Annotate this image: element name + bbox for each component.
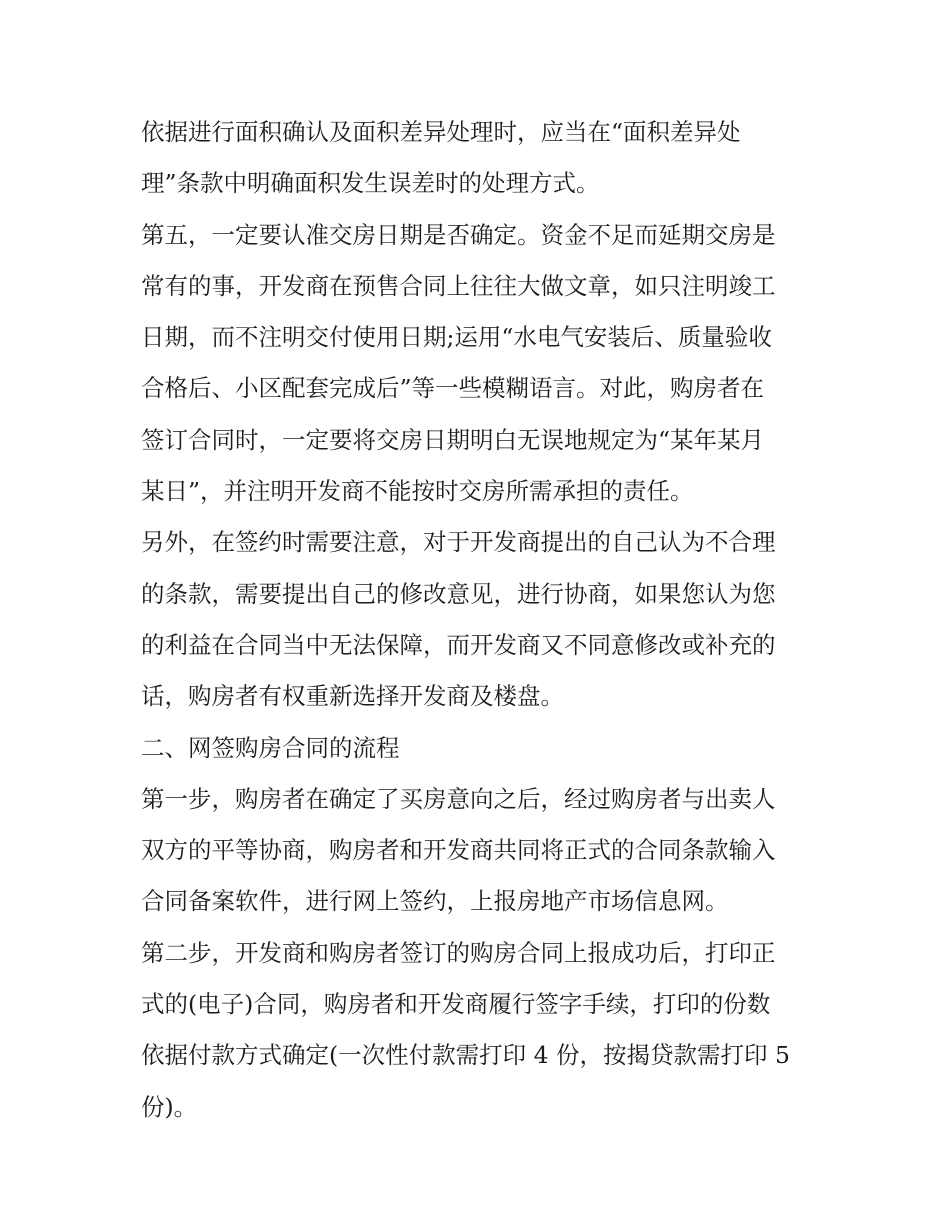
text-line: 依据付款方式确定(一次性付款需打印 4 份，按揭贷款需打印 5 — [141, 1041, 790, 1070]
text-line: 合同备案软件，进行网上签约，上报房地产市场信息网。 — [141, 887, 729, 916]
text-line: 话，购房者有权重新选择开发商及楼盘。 — [141, 682, 564, 711]
text-line: 第二步，开发商和购房者签订的购房合同上报成功后，打印正 — [141, 938, 776, 967]
text-line: 另外，在签约时需要注意，对于开发商提出的自己认为不合理 — [141, 528, 776, 557]
text-line: 的利益在合同当中无法保障，而开发商又不同意修改或补充的 — [141, 630, 776, 659]
text-line: 第一步，购房者在确定了买房意向之后，经过购房者与出卖人 — [141, 784, 776, 813]
text-line: 式的(电子)合同，购房者和开发商履行签字手续，打印的份数 — [141, 990, 771, 1019]
section-heading: 二、网签购房合同的流程 — [141, 733, 400, 762]
text-line: 理”条款中明确面积发生误差时的处理方式。 — [141, 169, 600, 198]
text-line: 签订合同时，一定要将交房日期明白无误地规定为“某年某月 — [141, 425, 765, 454]
text-line: 双方的平等协商，购房者和开发商共同将正式的合同条款输入 — [141, 836, 776, 865]
text-line: 份)。 — [141, 1092, 198, 1121]
document-body — [141, 107, 813, 1133]
text-line: 的条款，需要提出自己的修改意见，进行协商，如果您认为您 — [141, 579, 776, 608]
text-line: 第五，一定要认准交房日期是否确定。资金不足而延期交房是 — [141, 220, 776, 249]
text-line: 某日”，并注明开发商不能按时交房所需承担的责任。 — [141, 477, 694, 506]
text-line: 常有的事，开发商在预售合同上往往大做文章，如只注明竣工 — [141, 271, 776, 300]
text-line: 日期，而不注明交付使用日期;运用“水电气安装后、质量验收 — [141, 323, 772, 352]
text-line: 合格后、小区配套完成后”等一些模糊语言。对此，购房者在 — [141, 374, 765, 403]
text-line: 依据进行面积确认及面积差异处理时，应当在“面积差异处 — [141, 118, 741, 146]
